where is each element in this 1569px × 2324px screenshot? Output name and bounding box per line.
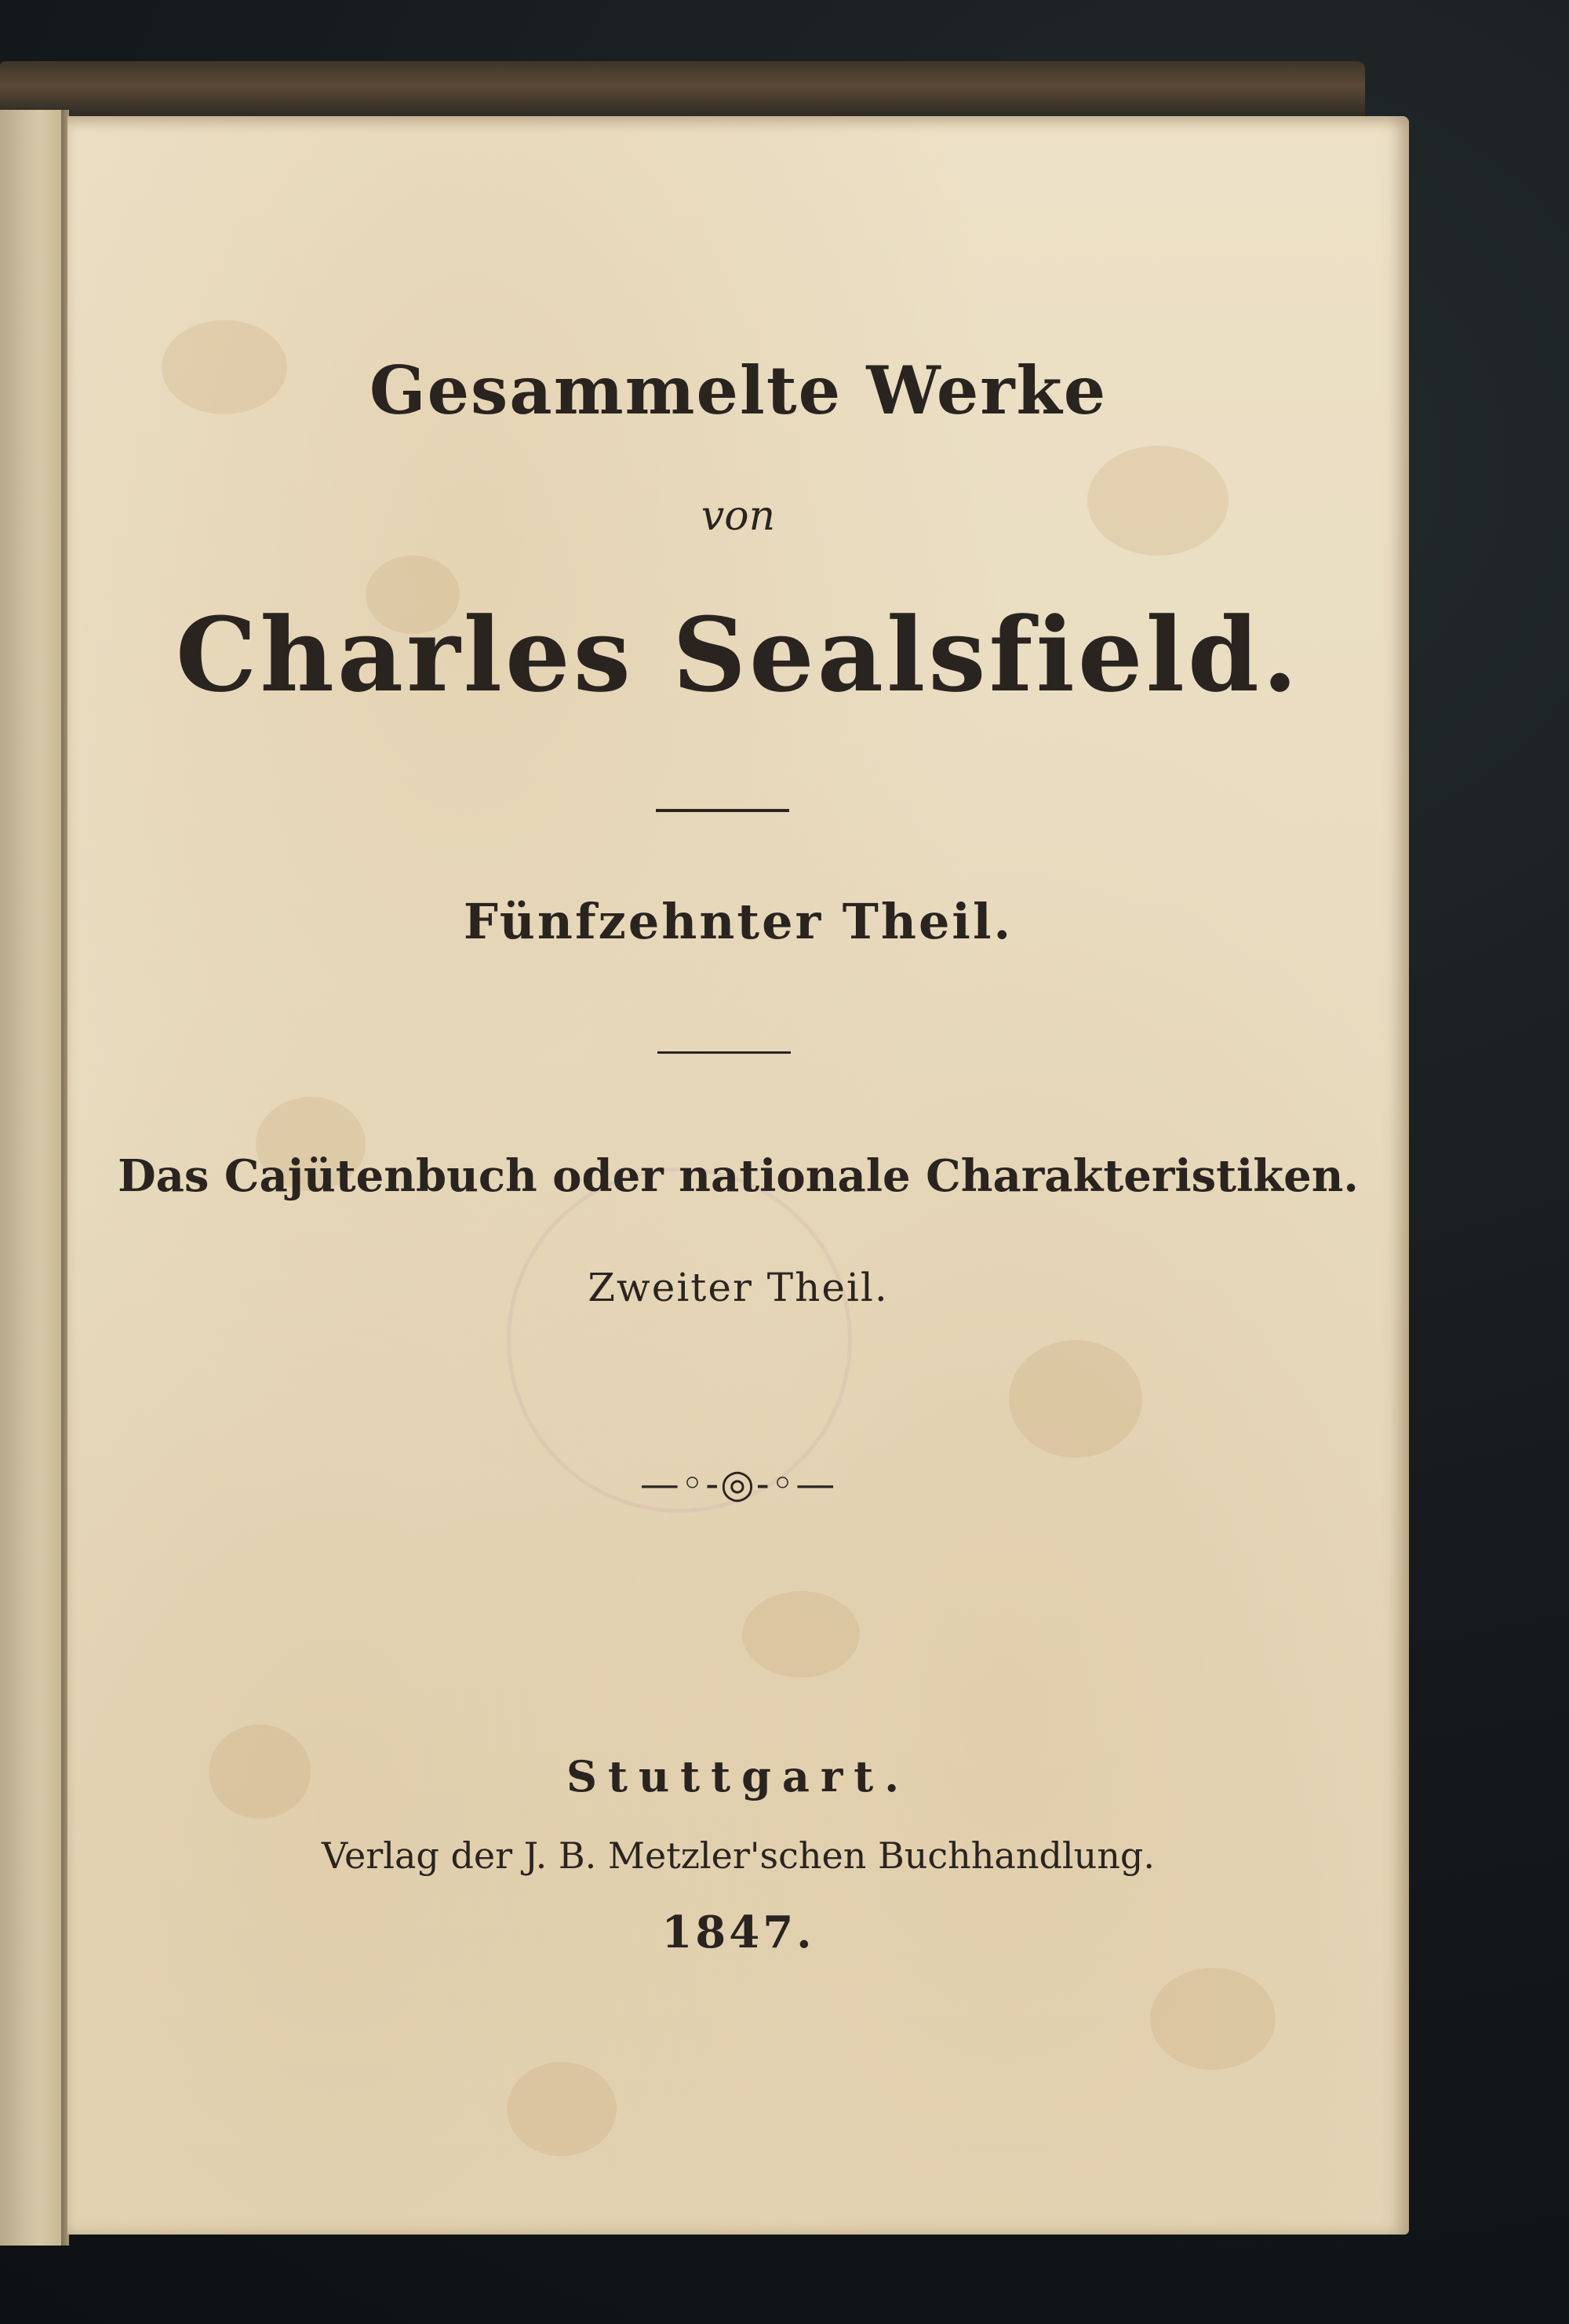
- by-line: von: [701, 493, 776, 540]
- imprint-place: Stuttgart.: [566, 1751, 911, 1801]
- divider-rule: [656, 809, 789, 812]
- facing-page-edge: [0, 110, 66, 2246]
- work-part: Zweiter Theil.: [588, 1265, 889, 1310]
- imprint-year: 1847.: [661, 1907, 815, 1958]
- foxing-spot: [742, 1591, 860, 1677]
- author-name: Charles Sealsfield.: [175, 595, 1301, 715]
- foxing-spot: [1150, 1968, 1276, 2070]
- series-title: Gesammelte Werke: [369, 352, 1108, 429]
- imprint-publisher: Verlag der J. B. Metzler'schen Buchhandlung.: [322, 1834, 1155, 1877]
- title-page: [67, 116, 1409, 2235]
- ornament-icon: —◦-◎-◦—: [639, 1461, 837, 1506]
- book-cover-top-edge: [0, 61, 1365, 116]
- foxing-spot: [1009, 1340, 1142, 1458]
- foxing-spot: [507, 2062, 617, 2156]
- volume-number: Fünfzehnter Theil.: [463, 893, 1014, 950]
- divider-rule: [657, 1051, 791, 1054]
- work-title: Das Cajütenbuch oder nationale Charakteristiken.: [118, 1150, 1359, 1202]
